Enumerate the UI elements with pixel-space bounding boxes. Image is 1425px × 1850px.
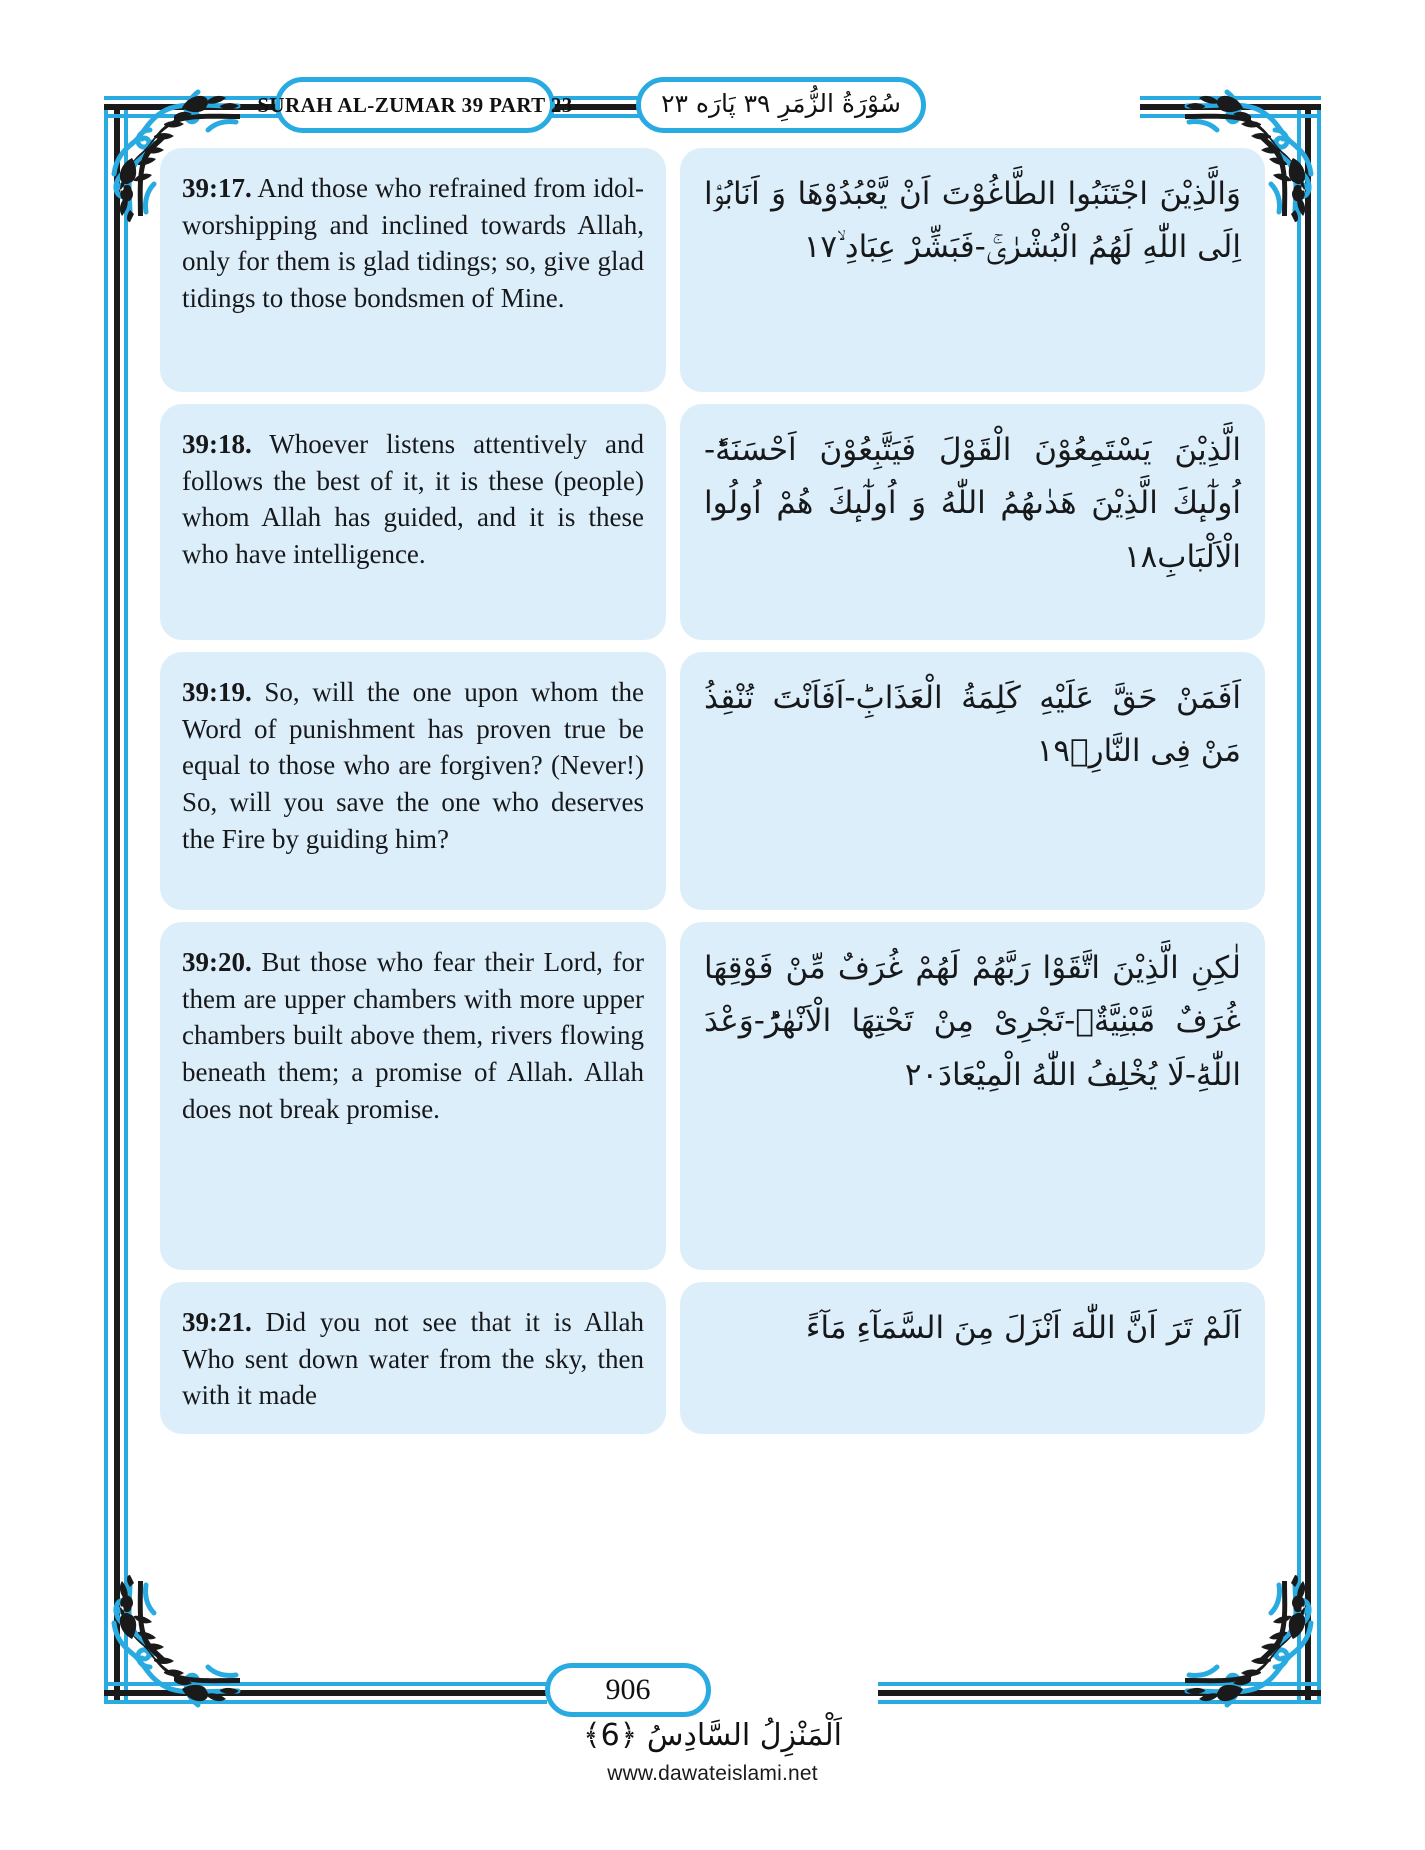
verse-row: [160, 148, 1265, 392]
verse-row: [160, 922, 1265, 1270]
verse-number: 39:19.: [182, 677, 252, 707]
verse-translation-text: Did you not see that it is Allah Who sent down water from the sky, then with it made: [182, 1307, 644, 1411]
frame-left-inner-rule: [124, 108, 128, 1700]
verse-translation-text: But those who fear their Lord, for them are upper chambers with more upper chambers built above them, rivers flowing beneath them; a promise of Allah. Allah does not break promise.: [182, 947, 644, 1124]
verse-arabic-panel: [680, 652, 1265, 910]
verse-translation-text: So, will the one upon whom the Word of punishment has proven true be equal to those who are forgiven? (Never!) So, will you save the one who deserves the Fire by guiding him?: [182, 677, 645, 854]
verse-row: [160, 1282, 1265, 1434]
surah-title-text: SURAH AL-ZUMAR 39 PART 23: [257, 92, 573, 117]
manzil-label-arabic: اَلْمَنْزِلُ السَّادِسُ ﴿6﴾: [583, 1718, 842, 1753]
verse-arabic-text: لٰكِنِ الَّذِیْنَ اتَّقَوْا رَبَّهُمْ لَهُمْ غُرَفٌ مِّنْ فَوْقِهَا غُرَفٌ مَّبْنِیَّةٌۙ-تَجْرِیْ مِنْ تَحْتِهَا الْاَنْهٰرُؕ-وَعْدَ اللّٰهِؕ-لَا یُخْلِفُ اللّٰهُ الْمِیْعَادَ۲۰: [704, 950, 1241, 1093]
verse-translation-text: And those who refrained from idol-worshipping and inclined towards Allah, only for them is glad tidings; so, give glad tidings to those bondsmen of Mine.: [182, 173, 644, 314]
page-number-badge: [545, 1663, 711, 1717]
frame-left-black-rule: [114, 108, 120, 1700]
verse-translation-panel: [160, 404, 666, 640]
verse-number: 39:17.: [182, 173, 252, 203]
verse-arabic-panel: [680, 922, 1265, 1270]
verse-translation-panel: [160, 1282, 666, 1434]
surah-title-text-arabic: سُوْرَةُ الزُّمَرِ ٣٩ پَارَه ٢٣: [661, 88, 901, 118]
frame-right-outer-rule: [1317, 108, 1321, 1700]
verse-arabic-panel: [680, 404, 1265, 640]
surah-title-badge-arabic: [636, 77, 926, 133]
page-number-text: 906: [605, 1673, 651, 1706]
verse-arabic-text: اَفَمَنْ حَقَّ عَلَیْهِ كَلِمَةُ الْعَذَابِؕ-اَفَاَنْتَ تُنْقِذُ مَنْ فِی النَّارِۚ۱۹: [704, 680, 1241, 770]
frame-right-inner-rule: [1297, 108, 1301, 1700]
verse-number: 39:18.: [182, 429, 252, 459]
verse-translation-panel: [160, 922, 666, 1270]
verse-arabic-text: الَّذِیْنَ یَسْتَمِعُوْنَ الْقَوْلَ فَیَتَّبِعُوْنَ اَحْسَنَهٗؕ-اُولٰٓىٕكَ الَّذِیْنَ هَدٰىهُمُ اللّٰهُ وَ اُولٰٓىٕكَ هُمْ اُولُوا الْاَلْبَابِ۱۸: [704, 432, 1241, 575]
floral-corner-ornament-icon: [86, 1570, 246, 1735]
verse-translation-text: Whoever listens attentively and follows the best of it, it is these (people) whom Allah has guided, and it is these who have intelligence.: [182, 429, 645, 570]
page-footer: [0, 1718, 1425, 1786]
verse-row: [160, 652, 1265, 910]
verse-number: 39:20.: [182, 947, 252, 977]
website-url: www.dawateislami.net: [607, 1762, 818, 1785]
frame-right-black-rule: [1305, 108, 1311, 1700]
verse-translation-panel: [160, 652, 666, 910]
frame-left-outer-rule: [104, 108, 108, 1700]
verse-arabic-text: اَلَمْ تَرَ اَنَّ اللّٰهَ اَنْزَلَ مِنَ السَّمَآءِ مَآءً: [805, 1310, 1241, 1346]
verse-arabic-panel: [680, 148, 1265, 392]
floral-corner-ornament-icon: [1179, 1570, 1339, 1735]
verse-grid: [160, 148, 1265, 1446]
verse-row: [160, 404, 1265, 640]
verse-arabic-text: وَالَّذِیْنَ اجْتَنَبُوا الطَّاغُوْتَ اَنْ یَّعْبُدُوْهَا وَ اَنَابُوْۤا اِلَى اللّٰهِ لَهُمُ الْبُشْرٰىۚ-فَبَشِّرْ عِبَادِ ۙ۱۷: [704, 176, 1241, 266]
verse-translation-panel: [160, 148, 666, 392]
verse-number: 39:21.: [182, 1307, 252, 1337]
verse-arabic-panel: [680, 1282, 1265, 1434]
surah-title-badge: [257, 77, 573, 133]
